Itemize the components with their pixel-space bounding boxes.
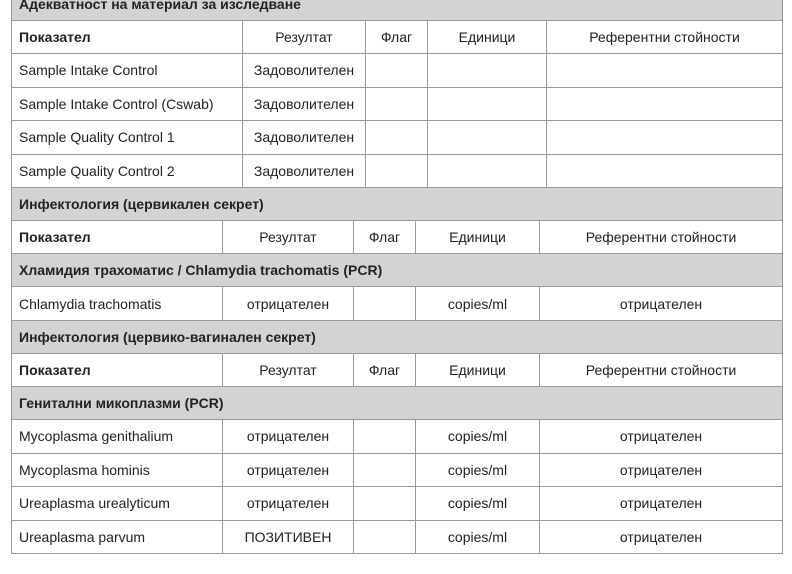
col-header-flag: Флаг bbox=[354, 353, 416, 386]
indicator-cell: Sample Quality Control 2 bbox=[12, 154, 243, 188]
subsection-header bbox=[12, 254, 783, 287]
col-header-result: Резултат bbox=[223, 353, 354, 386]
table-row bbox=[12, 520, 783, 554]
flag-cell bbox=[354, 287, 416, 321]
flag-cell bbox=[366, 154, 428, 188]
result-cell: отрицателен bbox=[223, 287, 354, 321]
section-title: Инфектология (цервикален секрет) bbox=[12, 188, 783, 221]
result-cell: отрицателен bbox=[223, 453, 354, 487]
result-cell: ПОЗИТИВЕН bbox=[223, 520, 354, 554]
col-header-units: Единици bbox=[416, 221, 540, 254]
units-cell bbox=[428, 87, 547, 121]
indicator-cell: Sample Intake Control bbox=[12, 54, 243, 88]
infectology-table bbox=[11, 187, 783, 554]
flag-cell bbox=[354, 419, 416, 453]
results-report bbox=[11, 0, 782, 554]
col-header-indicator: Показател bbox=[12, 221, 223, 254]
reference-cell bbox=[547, 54, 783, 88]
section-header bbox=[12, 188, 783, 221]
section-header bbox=[12, 0, 783, 21]
indicator-cell: Chlamydia trachomatis bbox=[12, 287, 223, 321]
indicator-cell: Ureaplasma parvum bbox=[12, 520, 223, 554]
units-cell: copies/ml bbox=[416, 419, 540, 453]
units-cell: copies/ml bbox=[416, 487, 540, 521]
units-cell bbox=[428, 154, 547, 188]
table-row bbox=[12, 453, 783, 487]
flag-cell bbox=[366, 121, 428, 155]
col-header-reference: Референтни стойности bbox=[547, 21, 783, 54]
col-header-result: Резултат bbox=[243, 21, 366, 54]
column-header-row bbox=[12, 353, 783, 386]
section-title: Адекватност на материал за изследване bbox=[12, 0, 783, 21]
table-row bbox=[12, 87, 783, 121]
indicator-cell: Mycoplasma hominis bbox=[12, 453, 223, 487]
reference-cell bbox=[547, 154, 783, 188]
flag-cell bbox=[354, 453, 416, 487]
col-header-reference: Референтни стойности bbox=[540, 221, 783, 254]
reference-cell bbox=[547, 87, 783, 121]
units-cell bbox=[428, 54, 547, 88]
column-header-row bbox=[12, 221, 783, 254]
reference-cell: отрицателен bbox=[540, 419, 783, 453]
table-row bbox=[12, 487, 783, 521]
table-row bbox=[12, 121, 783, 155]
col-header-indicator: Показател bbox=[12, 21, 243, 54]
flag-cell bbox=[354, 487, 416, 521]
result-cell: Задоволителен bbox=[243, 54, 366, 88]
col-header-units: Единици bbox=[416, 353, 540, 386]
reference-cell: отрицателен bbox=[540, 520, 783, 554]
indicator-cell: Sample Quality Control 1 bbox=[12, 121, 243, 155]
col-header-result: Резултат bbox=[223, 221, 354, 254]
result-cell: Задоволителен bbox=[243, 154, 366, 188]
section-header bbox=[12, 320, 783, 353]
indicator-cell: Sample Intake Control (Cswab) bbox=[12, 87, 243, 121]
subsection-header bbox=[12, 386, 783, 419]
flag-cell bbox=[366, 54, 428, 88]
indicator-cell: Mycoplasma genithalium bbox=[12, 419, 223, 453]
result-cell: отрицателен bbox=[223, 419, 354, 453]
col-header-reference: Референтни стойности bbox=[540, 353, 783, 386]
units-cell: copies/ml bbox=[416, 453, 540, 487]
table-row bbox=[12, 419, 783, 453]
table-row bbox=[12, 154, 783, 188]
units-cell: copies/ml bbox=[416, 520, 540, 554]
reference-cell: отрицателен bbox=[540, 453, 783, 487]
units-cell: copies/ml bbox=[416, 287, 540, 321]
col-header-indicator: Показател bbox=[12, 353, 223, 386]
col-header-flag: Флаг bbox=[366, 21, 428, 54]
col-header-flag: Флаг bbox=[354, 221, 416, 254]
reference-cell bbox=[547, 121, 783, 155]
units-cell bbox=[428, 121, 547, 155]
section-title: Инфектология (цервико-вагинален секрет) bbox=[12, 320, 783, 353]
result-cell: Задоволителен bbox=[243, 121, 366, 155]
reference-cell: отрицателен bbox=[540, 287, 783, 321]
flag-cell bbox=[354, 520, 416, 554]
result-cell: отрицателен bbox=[223, 487, 354, 521]
adequacy-table bbox=[11, 0, 783, 188]
subsection-title: Хламидия трахоматис / Chlamydia trachomatis (PCR) bbox=[12, 254, 783, 287]
table-row bbox=[12, 287, 783, 321]
col-header-units: Единици bbox=[428, 21, 547, 54]
subsection-title: Генитални микоплазми (PCR) bbox=[12, 386, 783, 419]
reference-cell: отрицателен bbox=[540, 487, 783, 521]
result-cell: Задоволителен bbox=[243, 87, 366, 121]
flag-cell bbox=[366, 87, 428, 121]
indicator-cell: Ureaplasma urealyticum bbox=[12, 487, 223, 521]
column-header-row bbox=[12, 21, 783, 54]
table-row bbox=[12, 54, 783, 88]
